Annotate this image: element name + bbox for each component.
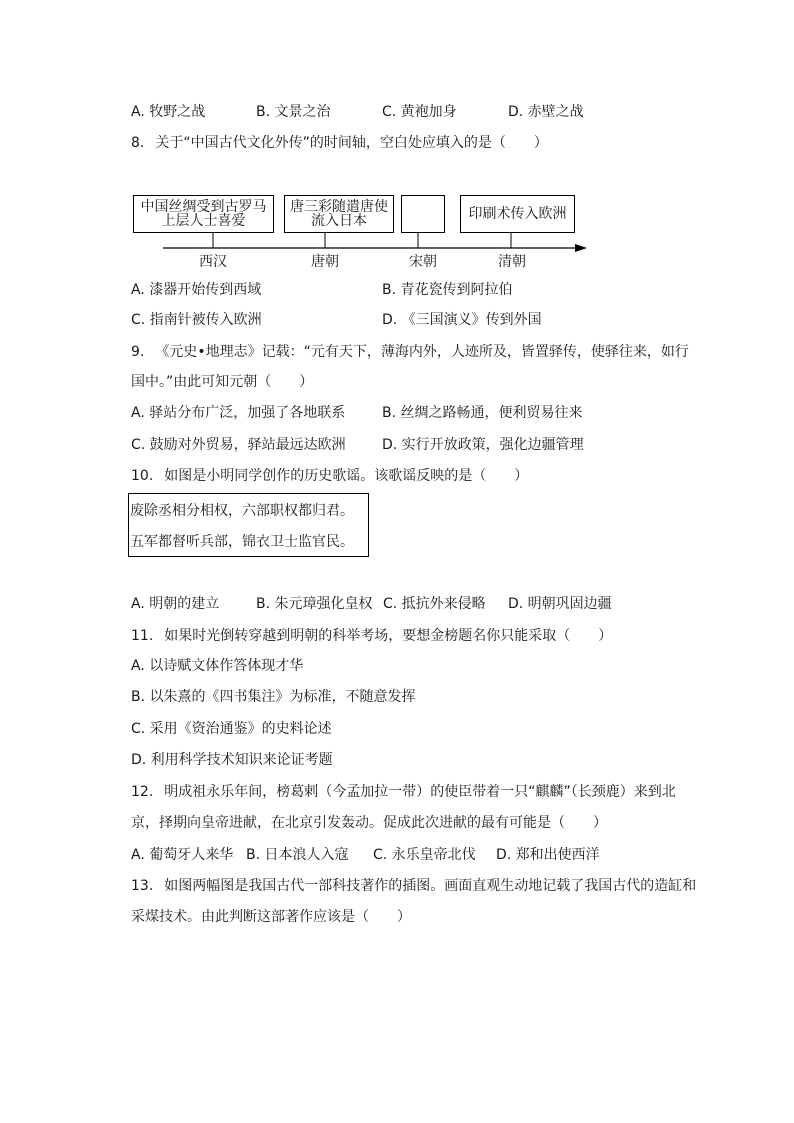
q13-stem — [131, 876, 696, 896]
q10-ballad-line-1: 废除丞相分相权，六部职权都归君。 — [130, 503, 354, 519]
q12-option-d: D. 郑和出使西洋 — [496, 847, 600, 863]
q9-stem-line-1: 《元史•地理志》记载：“元有天下，薄海内外，人迹所及，皆置驿传，使驿往来，如行 — [155, 344, 689, 360]
q11-option-d: D. 利用科学技术知识来论证考题 — [131, 752, 333, 768]
q10-option-a: A. 明朝的建立 — [131, 596, 220, 612]
q13-number: 13. — [131, 878, 154, 894]
timeline-era-tang: 唐朝 — [311, 254, 339, 270]
q7-option-a: A. 牧野之战 — [131, 104, 206, 120]
q12-stem-line-1: 明成祖永乐年间，榜葛剌（今孟加拉一带）的使臣带着一只“麒麟”（长颈鹿）来到北 — [164, 784, 676, 800]
q7-option-b: B. 文景之治 — [256, 104, 331, 120]
q12-number: 12. — [131, 784, 154, 800]
q8-stem — [131, 133, 548, 153]
q13-stem-line-2: 采煤技术。由此判断这部著作应该是（ ） — [131, 909, 411, 925]
q11-number: 11. — [131, 628, 154, 644]
q12-option-c: C. 永乐皇帝北伐 — [373, 847, 476, 863]
q11-option-b: B. 以朱熹的《四书集注》为标准，不随意发挥 — [131, 689, 416, 705]
timeline-event-box-1 — [133, 195, 274, 233]
timeline-era-song: 宋朝 — [409, 254, 437, 270]
q7-option-c: C. 黄袍加身 — [382, 104, 457, 120]
q9-option-c: C. 鼓励对外贸易，驿站最远达欧洲 — [131, 437, 346, 453]
q12-option-b: B. 日本浪人入寇 — [246, 847, 349, 863]
timeline-era-qing: 清朝 — [498, 254, 526, 270]
timeline-event-box-2 — [284, 195, 394, 233]
q8-option-b: B. 青花瓷传到阿拉伯 — [382, 282, 513, 298]
q10-ballad-box — [128, 493, 369, 557]
q10-option-d: D. 明朝巩固边疆 — [508, 596, 612, 612]
q12-stem-line-2: 京，择期向皇帝进献，在北京引发轰动。促成此次进献的最有可能是（ ） — [131, 815, 607, 831]
q10-number: 10. — [131, 468, 154, 484]
timeline-event-4-line-1: 印刷术传入欧洲 — [468, 206, 567, 222]
q12-stem — [131, 782, 676, 802]
q7-option-d: D. 赤壁之战 — [508, 104, 584, 120]
q11-stem — [131, 626, 612, 646]
q9-option-b: B. 丝绸之路畅通，便利贸易往来 — [382, 405, 583, 421]
timeline-event-2-line-1: 唐三彩随遣唐使 — [290, 199, 388, 215]
timeline-event-box-blank — [401, 195, 445, 233]
q10-ballad-line-2: 五军都督听兵部，锦衣卫士监官民。 — [130, 534, 354, 550]
timeline-event-box-4 — [460, 195, 575, 233]
q8-number: 8. — [131, 135, 145, 151]
q9-option-d: D. 实行开放政策，强化边疆管理 — [382, 437, 584, 453]
q8-option-c: C. 指南针被传入欧洲 — [131, 312, 262, 328]
q13-stem-line-1: 如图两幅图是我国古代一部科技著作的插图。画面直观生动地记载了我国古代的造缸和 — [164, 878, 697, 894]
q9-option-a: A. 驿站分布广泛，加强了各地联系 — [131, 405, 346, 421]
q10-stem-text: 如图是小明同学创作的历史歌谣。该歌谣反映的是（ ） — [164, 468, 529, 484]
q9-stem — [131, 342, 689, 362]
q10-option-b: B. 朱元璋强化皇权 — [256, 596, 373, 612]
q12-option-a: A. 葡萄牙人来华 — [131, 847, 234, 863]
timeline-era-xihan: 西汉 — [199, 254, 227, 270]
q11-stem-text: 如果时光倒转穿越到明朝的科举考场，要想金榜题名你只能采取（ ） — [164, 628, 613, 644]
timeline-arrow-head — [575, 244, 587, 252]
q10-stem — [131, 466, 528, 486]
q9-stem-line-2: 国中。”由此可知元朝（ ） — [131, 374, 314, 390]
q9-number: 9. — [131, 344, 145, 360]
q8-option-d: D. 《三国演义》传到外国 — [382, 312, 542, 328]
q8-option-a: A. 漆器开始传到西域 — [131, 282, 262, 298]
q11-option-a: A. 以诗赋文体作答体现才华 — [131, 658, 304, 674]
timeline-event-2-line-2: 流入日本 — [311, 213, 367, 229]
q11-option-c: C. 采用《资治通鉴》的史料论述 — [131, 721, 332, 737]
q8-stem-text: 关于“中国古代文化外传”的时间轴，空白处应填入的是（ ） — [155, 135, 548, 151]
timeline-event-1-line-2: 上层人士喜爱 — [161, 213, 246, 229]
timeline-event-1-line-1: 中国丝绸受到古罗马 — [140, 199, 267, 215]
q10-option-c: C. 抵抗外来侵略 — [383, 596, 486, 612]
